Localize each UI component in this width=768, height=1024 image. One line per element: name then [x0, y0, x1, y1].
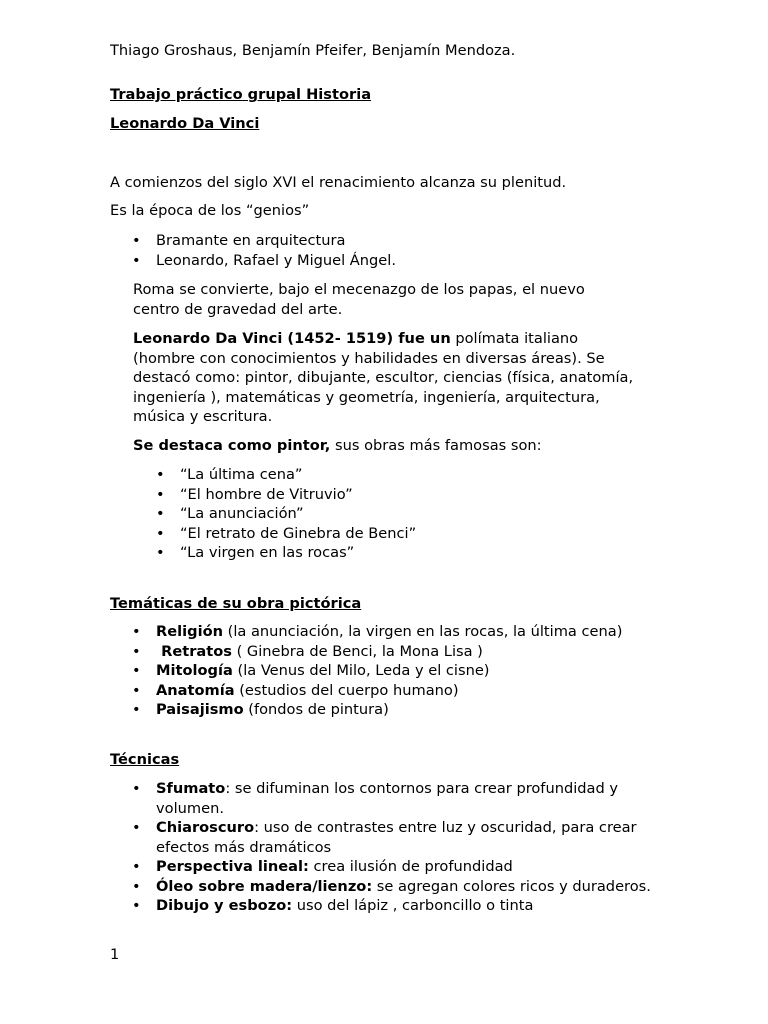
list-item: • Paisajismo (fondos de pintura) [132, 701, 389, 718]
bullet-icon: • [132, 877, 141, 895]
bullet-icon: • [132, 681, 141, 699]
bullet-icon: • [132, 662, 141, 679]
title-leonardo: Leonardo Da Vinci [110, 115, 260, 132]
list-item: • “El retrato de Ginebra de Benci” [156, 524, 417, 542]
bullet-icon: • [132, 897, 141, 914]
list-item: • “La última cena” [156, 466, 303, 483]
list-item: • Leonardo, Rafael y Miguel Ángel. [132, 251, 396, 269]
list-item: • Retratos ( Ginebra de Benci, la Mona Lisa ) [132, 642, 483, 660]
bullet-icon: • [156, 466, 165, 483]
bullet-icon: • [156, 505, 165, 522]
bullet-icon: • [132, 642, 141, 660]
authors: Thiago Groshaus, Benjamín Pfeifer, Benjamín Mendoza. [110, 42, 516, 59]
list-item: • “La anunciación” [156, 505, 304, 522]
page-number: 1 [110, 946, 120, 963]
heading-tematicas: Temáticas de su obra pictórica [110, 595, 362, 612]
bullet-icon: • [156, 544, 165, 561]
bullet-icon: • [132, 819, 141, 836]
list-item: • Mitología (la Venus del Milo, Leda y el cisne) [132, 662, 490, 679]
bullet-icon: • [132, 251, 141, 269]
paragraph-pintor: Se destaca como pintor, sus obras más famosas son: [133, 437, 542, 454]
genios-list [132, 231, 396, 270]
paragraph-roma: Roma se convierte, bajo el mecenazgo de los papas, el nuevo centro de gravedad del arte. [133, 281, 585, 318]
paragraph-comienzos: A comienzos del siglo XVI el renacimiento alcanza su plenitud. [110, 174, 567, 191]
heading-tecnicas: Técnicas [110, 751, 180, 768]
list-item: • Sfumato: se difuminan los contornos para crear profundidad y volumen. [132, 780, 619, 817]
list-item: • Religión (la anunciación, la virgen en las rocas, la última cena) [132, 623, 623, 640]
bullet-icon: • [156, 524, 165, 542]
list-item: • “El hombre de Vitruvio” [156, 485, 353, 503]
bullet-icon: • [132, 623, 141, 640]
bullet-icon: • [156, 485, 165, 503]
paragraph-genios: Es la época de los “genios” [110, 202, 310, 219]
obras-list [156, 465, 417, 563]
bullet-icon: • [132, 858, 141, 875]
list-item: • Chiaroscuro: uso de contrastes entre luz y oscuridad, para crear efectos más dramáticos [132, 819, 637, 856]
paragraph-leonardo: Leonardo Da Vinci (1452- 1519) fue un polímata italiano (hombre con conocimientos y habilidades en diversas áreas). Se destacó como: pintor, dibujante, escultor, ciencias (física, anatomía, ingeniería ), matemáticas y geometría, ingeniería, arquitectura, música y escritura. [133, 330, 634, 425]
tecnicas-list [132, 779, 656, 916]
list-item: • Perspectiva lineal: crea ilusión de profundidad [132, 858, 513, 875]
title-trabajo: Trabajo práctico grupal Historia [110, 86, 372, 103]
list-item: • Óleo sobre madera/lienzo: se agregan colores ricos y duraderos. [132, 877, 651, 895]
list-item: • “La virgen en las rocas” [156, 544, 355, 561]
bullet-icon: • [132, 232, 141, 249]
list-item: • Bramante en arquitectura [132, 232, 346, 249]
bullet-icon: • [132, 780, 141, 797]
list-item: • Anatomía (estudios del cuerpo humano) [132, 681, 459, 699]
bullet-icon: • [132, 701, 141, 718]
tematicas-list [132, 622, 623, 720]
list-item: • Dibujo y esbozo: uso del lápiz , carboncillo o tinta [132, 897, 534, 914]
